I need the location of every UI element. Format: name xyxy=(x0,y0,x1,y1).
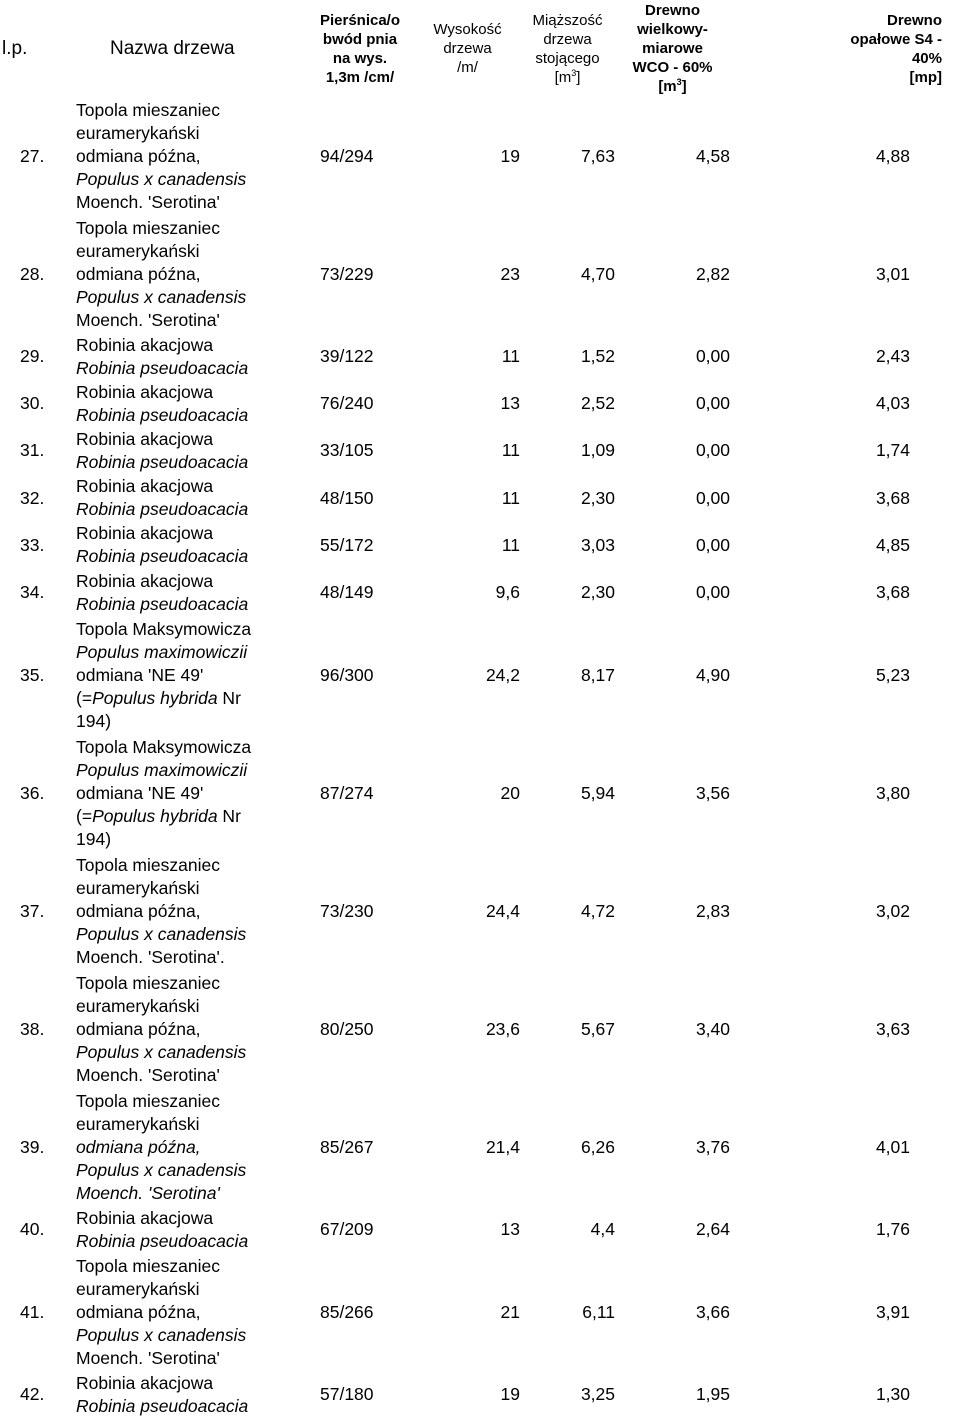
row-tree-name xyxy=(60,734,305,852)
table-body xyxy=(0,97,960,1419)
tree-name-line: Moench. 'Serotina' xyxy=(76,1182,220,1203)
row-piersnica: 33/105 xyxy=(320,440,374,461)
row-lp: 27. xyxy=(20,145,45,166)
row-drewno-wco: 0,00 xyxy=(695,534,730,555)
tree-name-line: (=Populus hybrida Nr xyxy=(76,687,241,708)
row-drewno-s4: 3,80 xyxy=(875,782,910,803)
row-tree-name xyxy=(60,1253,305,1371)
table-row xyxy=(0,1371,960,1418)
row-drewno-s4: 3,68 xyxy=(875,582,910,603)
tree-name-line: Topola mieszaniec xyxy=(76,99,220,120)
row-tree-name xyxy=(60,97,305,215)
row-wysokosc: 11 xyxy=(501,487,520,508)
row-piersnica: 57/180 xyxy=(320,1384,374,1405)
row-wysokosc: 23 xyxy=(500,263,520,284)
table-row xyxy=(0,427,960,474)
tree-name-line: Moench. 'Serotina' xyxy=(76,191,220,212)
row-piersnica: 80/250 xyxy=(320,1018,374,1039)
row-piersnica: 55/172 xyxy=(320,534,374,555)
row-wysokosc: 9,6 xyxy=(495,582,520,603)
table-row xyxy=(0,380,960,427)
tree-name-line: odmiana późna, xyxy=(76,1301,201,1322)
row-lp: 30. xyxy=(20,393,45,414)
row-drewno-s4: 3,02 xyxy=(875,900,910,921)
row-tree-name xyxy=(60,475,305,522)
tree-name-line: Robinia pseudoacacia xyxy=(76,451,249,472)
tree-name-line: odmiana późna, xyxy=(76,1018,201,1039)
tree-name-line: Topola mieszaniec xyxy=(76,972,220,993)
row-lp: 34. xyxy=(20,582,45,603)
row-miazszosc: 2,30 xyxy=(580,487,615,508)
tree-name-line: Populus maximowiczii xyxy=(76,759,248,780)
row-drewno-wco: 0,00 xyxy=(695,346,730,367)
table-row xyxy=(0,1088,960,1206)
row-miazszosc: 3,03 xyxy=(580,534,615,555)
row-tree-name xyxy=(60,616,305,734)
tree-name-line: Robinia pseudoacacia xyxy=(76,404,249,425)
row-drewno-wco: 3,40 xyxy=(695,1018,730,1039)
row-miazszosc: 1,52 xyxy=(580,346,615,367)
row-tree-name xyxy=(60,1088,305,1206)
row-tree-name xyxy=(60,333,305,380)
tree-name-line: Moench. 'Serotina' xyxy=(76,1064,220,1085)
row-wysokosc: 13 xyxy=(500,1219,520,1240)
table-row xyxy=(0,734,960,852)
row-drewno-s4: 1,76 xyxy=(875,1219,910,1240)
table-row xyxy=(0,1206,960,1253)
tree-name-line: odmiana późna, xyxy=(76,263,201,284)
row-piersnica: 96/300 xyxy=(320,664,374,685)
header-piersnica: Pierśnica/o bwód pnia na wys. 1,3m /cm/ xyxy=(319,11,401,86)
row-wysokosc: 20 xyxy=(500,782,520,803)
row-wysokosc: 23,6 xyxy=(485,1018,520,1039)
row-piersnica: 85/266 xyxy=(320,1301,374,1322)
row-miazszosc: 4,70 xyxy=(580,263,615,284)
table-row xyxy=(0,616,960,734)
row-drewno-wco: 0,00 xyxy=(695,440,730,461)
tree-name-line: Robinia akacjowa xyxy=(76,476,214,497)
tree-name-line: Moench. 'Serotina' xyxy=(76,309,220,330)
row-lp: 33. xyxy=(20,534,45,555)
header-drewno-s4: Drewno opałowe S4 - 40% [mp] xyxy=(850,11,942,86)
row-lp: 36. xyxy=(20,782,45,803)
row-miazszosc: 2,30 xyxy=(580,582,615,603)
row-drewno-wco: 2,83 xyxy=(695,900,730,921)
row-lp: 29. xyxy=(20,346,45,367)
row-miazszosc: 7,63 xyxy=(580,145,615,166)
row-piersnica: 39/122 xyxy=(320,346,374,367)
row-drewno-s4: 1,30 xyxy=(875,1384,910,1405)
row-lp: 42. xyxy=(20,1384,45,1405)
header-drewno-wco: Drewno wielkowy- miarowe WCO - 60% $[m^3]$ xyxy=(632,2,713,95)
tree-name-line: Moench. 'Serotina'. xyxy=(76,946,225,967)
row-lp: 35. xyxy=(20,664,45,685)
tree-name-line: Topola mieszaniec xyxy=(76,1090,220,1111)
row-drewno-s4: 4,01 xyxy=(875,1136,910,1157)
tree-name-line: Populus maximowiczii xyxy=(76,641,248,662)
row-wysokosc: 11 xyxy=(501,346,520,367)
table-row xyxy=(0,475,960,522)
row-miazszosc: 6,26 xyxy=(580,1136,615,1157)
row-drewno-s4: 5,23 xyxy=(875,664,910,685)
tree-name-line: (=Populus hybrida Nr xyxy=(76,805,241,826)
row-miazszosc: 3,25 xyxy=(580,1384,615,1405)
row-drewno-wco: 0,00 xyxy=(695,393,730,414)
row-miazszosc: 1,09 xyxy=(580,440,615,461)
table-row xyxy=(0,215,960,333)
header-wysokosc: Wysokość drzewa /m/ xyxy=(433,21,502,76)
tree-name-line: Robinia pseudoacacia xyxy=(76,546,249,567)
row-piersnica: 73/230 xyxy=(320,900,374,921)
row-drewno-wco: 3,56 xyxy=(695,782,730,803)
tree-name-line: odmiana 'NE 49' xyxy=(76,664,204,685)
row-piersnica: 87/274 xyxy=(320,782,374,803)
row-tree-name xyxy=(60,1206,305,1253)
row-drewno-wco: 3,66 xyxy=(695,1301,730,1322)
row-wysokosc: 21 xyxy=(500,1301,520,1322)
tree-name-line: 194) xyxy=(76,710,112,731)
table-header-row xyxy=(0,0,960,97)
row-piersnica: 73/229 xyxy=(320,263,374,284)
tree-name-line: Moench. 'Serotina' xyxy=(76,1347,220,1368)
tree-name-line: Topola mieszaniec xyxy=(76,854,220,875)
row-drewno-s4: 4,03 xyxy=(875,393,910,414)
row-miazszosc: 5,94 xyxy=(580,782,615,803)
row-tree-name xyxy=(60,1371,305,1418)
row-wysokosc: 24,2 xyxy=(485,664,520,685)
row-drewno-s4: 3,01 xyxy=(875,263,910,284)
tree-name-line: euramerykański xyxy=(76,1278,200,1299)
tree-name-line: Populus x canadensis xyxy=(76,1159,247,1180)
table-row xyxy=(0,97,960,215)
row-miazszosc: 4,72 xyxy=(580,900,615,921)
tree-name-line: Robinia akacjowa xyxy=(76,1207,214,1228)
row-wysokosc: 19 xyxy=(500,1384,520,1405)
row-drewno-wco: 4,58 xyxy=(695,145,730,166)
row-drewno-s4: 3,63 xyxy=(875,1018,910,1039)
tree-name-line: Robinia pseudoacacia xyxy=(76,1230,249,1251)
row-lp: 41. xyxy=(20,1301,45,1322)
row-drewno-s4: 1,74 xyxy=(875,440,910,461)
row-tree-name xyxy=(60,380,305,427)
tree-name-line: Populus x canadensis xyxy=(76,923,247,944)
tree-name-line: euramerykański xyxy=(76,1113,200,1134)
row-piersnica: 48/150 xyxy=(320,487,374,508)
tree-name-line: Robinia akacjowa xyxy=(76,428,214,449)
tree-name-line: Topola mieszaniec xyxy=(76,1255,220,1276)
tree-name-line: Robinia akacjowa xyxy=(76,570,214,591)
table-row xyxy=(0,852,960,970)
tree-name-line: odmiana późna, xyxy=(76,1136,201,1157)
tree-name-line: Topola mieszaniec xyxy=(76,217,220,238)
row-lp: 40. xyxy=(20,1219,45,1240)
row-piersnica: 85/267 xyxy=(320,1136,374,1157)
row-miazszosc: 8,17 xyxy=(580,664,615,685)
table-row xyxy=(0,970,960,1088)
header-name: Nazwa drzewa xyxy=(110,37,235,59)
row-drewno-s4: 4,85 xyxy=(875,534,910,555)
row-miazszosc: 4,4 xyxy=(590,1219,615,1240)
row-piersnica: 67/209 xyxy=(320,1219,374,1240)
row-piersnica: 94/294 xyxy=(320,145,374,166)
row-drewno-s4: 4,88 xyxy=(875,145,910,166)
row-drewno-s4: 2,43 xyxy=(875,346,910,367)
tree-name-line: Robinia pseudoacacia xyxy=(76,499,249,520)
tree-name-line: euramerykański xyxy=(76,240,200,261)
tree-name-line: Robinia akacjowa xyxy=(76,1372,214,1393)
row-wysokosc: 19 xyxy=(500,145,520,166)
row-piersnica: 48/149 xyxy=(320,582,374,603)
row-lp: 37. xyxy=(20,900,45,921)
tree-name-line: Robinia akacjowa xyxy=(76,334,214,355)
table-row xyxy=(0,569,960,616)
tree-name-line: Populus x canadensis xyxy=(76,286,247,307)
row-tree-name xyxy=(60,522,305,569)
row-wysokosc: 11 xyxy=(501,534,520,555)
row-wysokosc: 21,4 xyxy=(485,1136,520,1157)
row-lp: 28. xyxy=(20,263,45,284)
tree-name-line: euramerykański xyxy=(76,877,200,898)
row-tree-name xyxy=(60,970,305,1088)
row-drewno-wco: 0,00 xyxy=(695,487,730,508)
row-drewno-wco: 1,95 xyxy=(695,1384,730,1405)
header-miazszosc: Miąższość drzewa stojącego $[m^3]$ xyxy=(532,11,603,86)
row-lp: 31. xyxy=(20,440,45,461)
table-row xyxy=(0,333,960,380)
row-drewno-wco: 2,64 xyxy=(695,1219,730,1240)
row-miazszosc: 2,52 xyxy=(580,393,615,414)
row-tree-name xyxy=(60,852,305,970)
tree-name-line: Populus x canadensis xyxy=(76,1324,247,1345)
tree-name-line: euramerykański xyxy=(76,995,200,1016)
tree-name-line: Populus x canadensis xyxy=(76,168,247,189)
tree-name-line: odmiana późna, xyxy=(76,145,201,166)
row-lp: 39. xyxy=(20,1136,45,1157)
row-miazszosc: 5,67 xyxy=(580,1018,615,1039)
tree-name-line: Robinia akacjowa xyxy=(76,381,214,402)
row-drewno-wco: 4,90 xyxy=(695,664,730,685)
row-miazszosc: 6,11 xyxy=(582,1301,615,1322)
tree-name-line: odmiana 'NE 49' xyxy=(76,782,204,803)
tree-name-line: Populus x canadensis xyxy=(76,1041,247,1062)
row-wysokosc: 13 xyxy=(500,393,520,414)
row-lp: 32. xyxy=(20,487,45,508)
tree-name-line: euramerykański xyxy=(76,122,200,143)
tree-name-line: Topola Maksymowicza xyxy=(76,736,252,757)
tree-name-line: Topola Maksymowicza xyxy=(76,618,252,639)
row-tree-name xyxy=(60,215,305,333)
tree-name-line: Robinia pseudoacacia xyxy=(76,357,249,378)
row-drewno-wco: 0,00 xyxy=(695,582,730,603)
table-row xyxy=(0,1253,960,1371)
tree-name-line: Robinia pseudoacacia xyxy=(76,593,249,614)
row-wysokosc: 24,4 xyxy=(485,900,520,921)
row-piersnica: 76/240 xyxy=(320,393,374,414)
row-lp: 38. xyxy=(20,1018,45,1039)
tree-name-line: Robinia akacjowa xyxy=(76,523,214,544)
row-drewno-wco: 2,82 xyxy=(695,263,730,284)
tree-name-line: 194) xyxy=(76,828,112,849)
row-drewno-wco: 3,76 xyxy=(695,1136,730,1157)
row-drewno-s4: 3,68 xyxy=(875,487,910,508)
header-lp: l.p. xyxy=(2,37,28,59)
row-tree-name xyxy=(60,427,305,474)
row-tree-name xyxy=(60,569,305,616)
table-row xyxy=(0,522,960,569)
tree-name-line: Robinia pseudoacacia xyxy=(76,1395,249,1416)
tree-name-line: odmiana późna, xyxy=(76,900,201,921)
row-wysokosc: 11 xyxy=(501,440,520,461)
row-drewno-s4: 3,91 xyxy=(875,1301,910,1322)
